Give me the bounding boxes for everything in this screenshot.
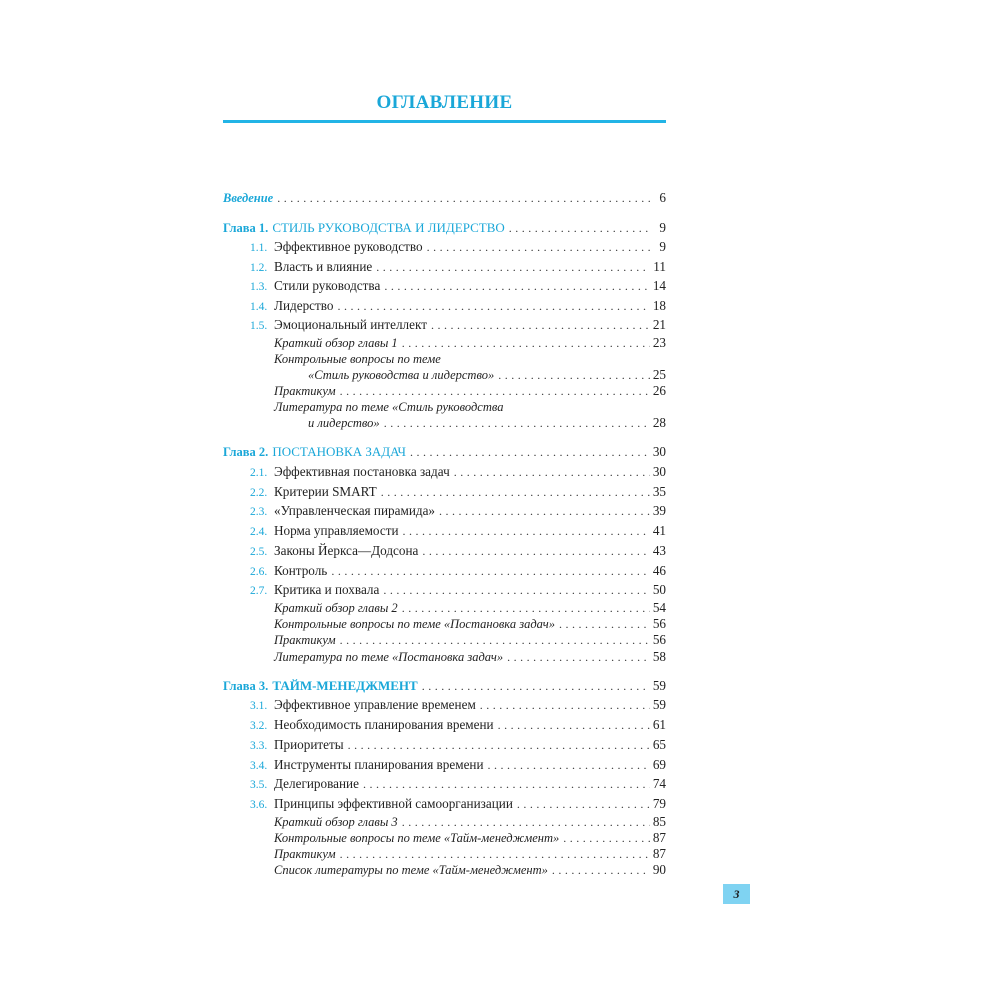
dot-leader <box>559 616 650 632</box>
dot-leader <box>340 846 650 862</box>
extra-title: Практикум <box>274 847 336 861</box>
toc-entry-page: 41 <box>652 523 666 538</box>
toc-section[interactable] <box>250 563 666 579</box>
toc-section[interactable] <box>250 239 666 255</box>
toc-entry-page: 9 <box>659 220 666 235</box>
toc-extra[interactable] <box>274 632 666 648</box>
dot-leader <box>384 415 650 431</box>
section-number: 1.3. <box>250 281 268 293</box>
section-number: 2.6. <box>250 566 268 578</box>
toc-entry-page: 59 <box>652 697 666 712</box>
toc-section[interactable] <box>250 503 666 519</box>
toc-section[interactable] <box>250 484 666 500</box>
toc-section[interactable] <box>250 697 666 713</box>
dot-leader <box>488 757 650 773</box>
toc-entry-page: 79 <box>652 796 666 811</box>
toc-chapter-3[interactable] <box>223 678 666 694</box>
toc-entry-intro[interactable] <box>223 190 666 206</box>
section-number: 3.5. <box>250 779 268 791</box>
toc-entry-page: 39 <box>652 503 666 518</box>
toc-entry-title: Введение <box>223 191 274 205</box>
dot-leader <box>348 737 650 753</box>
extra-title-line2: «Стиль руководства и лидерство» <box>308 368 495 382</box>
section-title: Эффективное руководство <box>274 239 423 254</box>
toc-entry-page: 43 <box>652 543 666 558</box>
dot-leader <box>454 464 650 480</box>
section-number: 3.4. <box>250 760 268 772</box>
extra-title: Практикум <box>274 384 336 398</box>
section-number: 3.3. <box>250 740 268 752</box>
section-number: 3.6. <box>250 799 268 811</box>
toc-extra[interactable] <box>274 383 666 399</box>
page-number-badge: 3 <box>723 884 750 904</box>
section-number: 2.2. <box>250 487 268 499</box>
dot-leader <box>381 484 650 500</box>
toc-section[interactable] <box>250 259 666 275</box>
toc-entry-page: 28 <box>652 415 666 430</box>
section-number: 3.1. <box>250 700 268 712</box>
toc-entry-page: 58 <box>652 649 666 664</box>
chapter-number: Глава 2. <box>223 445 269 459</box>
toc-section[interactable] <box>250 737 666 753</box>
dot-leader <box>376 259 650 275</box>
section-title: Критерии SMART <box>274 484 377 499</box>
extra-title: Контрольные вопросы по теме «Постановка задач» <box>274 617 555 631</box>
chapter-number: Глава 3. <box>223 679 269 693</box>
toc-chapter-2[interactable] <box>223 444 666 460</box>
section-title: Законы Йеркса—Додсона <box>274 543 419 558</box>
section-number: 2.5. <box>250 546 268 558</box>
page-title: ОГЛАВЛЕНИЕ <box>376 92 513 113</box>
toc-chapter-1[interactable] <box>223 220 666 236</box>
chapter-title: ПОСТАНОВКА ЗАДАЧ <box>272 444 406 459</box>
dot-leader <box>507 649 650 665</box>
toc-section[interactable] <box>250 582 666 598</box>
toc-entry-page: 85 <box>652 814 666 829</box>
toc-entry-page: 21 <box>652 317 666 332</box>
dot-leader <box>402 600 650 616</box>
dot-leader <box>422 543 650 559</box>
dot-leader <box>517 796 650 812</box>
dot-leader <box>439 503 650 519</box>
toc-section[interactable] <box>250 796 666 812</box>
section-title: Принципы эффективной самоорганизации <box>274 796 513 811</box>
section-title: Эффективное управление временем <box>274 697 476 712</box>
section-title: «Управленческая пирамида» <box>274 503 436 518</box>
dot-leader <box>331 563 650 579</box>
extra-title: Контрольные вопросы по теме «Тайм-менеджмент» <box>274 831 560 845</box>
section-number: 1.5. <box>250 320 268 332</box>
extra-title-line2: и лидерство» <box>308 416 380 430</box>
toc-section[interactable] <box>250 757 666 773</box>
dot-leader <box>363 776 650 792</box>
section-number: 1.4. <box>250 301 268 313</box>
section-title: Стили руководства <box>274 278 381 293</box>
section-number: 2.1. <box>250 467 268 479</box>
extra-title-line1[interactable]: Литература по теме «Стиль руководства <box>274 400 504 414</box>
toc-entry-page: 46 <box>652 563 666 578</box>
extra-title: Краткий обзор главы 1 <box>274 336 398 350</box>
section-title: Делегирование <box>274 776 359 791</box>
toc-section[interactable] <box>250 543 666 559</box>
section-number: 1.1. <box>250 242 268 254</box>
toc-entry-page: 14 <box>652 278 666 293</box>
toc-section[interactable] <box>250 317 666 333</box>
extra-title: Практикум <box>274 633 336 647</box>
toc-entry-page: 6 <box>659 190 666 205</box>
toc-entry-page: 30 <box>652 444 666 459</box>
section-title: Эффективная постановка задач <box>274 464 450 479</box>
toc-extra[interactable] <box>274 335 666 351</box>
dot-leader <box>277 190 650 206</box>
toc-section[interactable] <box>250 464 666 480</box>
extra-title: Список литературы по теме «Тайм-менеджмент» <box>274 863 548 877</box>
toc-entry-page: 25 <box>652 367 666 382</box>
section-title: Эмоциональный интеллект <box>274 317 427 332</box>
section-title: Контроль <box>274 563 328 578</box>
section-number: 2.7. <box>250 585 268 597</box>
toc-entry-page: 61 <box>652 717 666 732</box>
toc-entry-page: 18 <box>652 298 666 313</box>
section-title: Необходимость планирования времени <box>274 717 494 732</box>
toc-section[interactable] <box>250 278 666 294</box>
chapter-title: ТАЙМ-МЕНЕДЖМЕНТ <box>272 678 418 693</box>
section-number: 3.2. <box>250 720 268 732</box>
toc-extra[interactable] <box>274 830 666 846</box>
section-number: 2.3. <box>250 506 268 518</box>
toc-entry-page: 50 <box>652 582 666 597</box>
toc-entry-page: 23 <box>652 335 666 350</box>
toc-section[interactable] <box>250 776 666 792</box>
toc-extra[interactable] <box>274 600 666 616</box>
toc-extra[interactable] <box>274 862 666 878</box>
section-number: 2.4. <box>250 526 268 538</box>
toc-entry-page: 56 <box>652 616 666 631</box>
section-title: Лидерство <box>274 298 334 313</box>
toc-entry-page: 54 <box>652 600 666 615</box>
dot-leader <box>552 862 650 878</box>
section-title: Критика и похвала <box>274 582 380 597</box>
dot-leader <box>383 582 650 598</box>
dot-leader <box>431 317 650 333</box>
toc-entry-page: 35 <box>652 484 666 499</box>
toc-entry-page: 90 <box>652 862 666 877</box>
toc-section[interactable] <box>250 298 666 314</box>
dot-leader <box>480 697 650 713</box>
toc-extra[interactable] <box>308 415 666 431</box>
toc-extra[interactable] <box>274 616 666 632</box>
section-title: Власть и влияние <box>274 259 373 274</box>
toc-entry-page: 11 <box>653 259 666 274</box>
toc-extra[interactable] <box>274 814 666 830</box>
chapter-number: Глава 1. <box>223 221 269 235</box>
toc-entry-page: 69 <box>652 757 666 772</box>
section-number: 1.2. <box>250 262 268 274</box>
dot-leader <box>338 298 650 314</box>
dot-leader <box>422 678 650 694</box>
toc-extra[interactable] <box>274 649 666 665</box>
toc-section[interactable] <box>250 717 666 733</box>
toc-entry-page: 65 <box>652 737 666 752</box>
dot-leader <box>563 830 650 846</box>
dot-leader <box>509 220 650 236</box>
toc-entry-page: 56 <box>652 632 666 647</box>
section-title: Норма управляемости <box>274 523 399 538</box>
toc-entry-page: 30 <box>652 464 666 479</box>
dot-leader <box>340 383 650 399</box>
extra-title-line1[interactable]: Контрольные вопросы по теме <box>274 352 441 366</box>
dot-leader <box>340 632 650 648</box>
toc-extra[interactable] <box>274 846 666 862</box>
dot-leader <box>498 717 650 733</box>
extra-title: Краткий обзор главы 3 <box>274 815 398 829</box>
dot-leader <box>384 278 650 294</box>
extra-title: Краткий обзор главы 2 <box>274 601 398 615</box>
toc-extra[interactable] <box>308 367 666 383</box>
toc-entry-page: 9 <box>659 239 666 254</box>
toc-entry-page: 87 <box>652 830 666 845</box>
section-title: Приоритеты <box>274 737 344 752</box>
dot-leader <box>403 523 650 539</box>
toc-entry-page: 59 <box>652 678 666 693</box>
dot-leader <box>402 814 650 830</box>
toc-entry-page: 74 <box>652 776 666 791</box>
toc-entry-page: 26 <box>652 383 666 398</box>
extra-title: Литература по теме «Постановка задач» <box>274 650 504 664</box>
dot-leader <box>498 367 650 383</box>
chapter-title: СТИЛЬ РУКОВОДСТВА И ЛИДЕРСТВО <box>272 220 505 235</box>
toc-section[interactable] <box>250 523 666 539</box>
dot-leader <box>402 335 650 351</box>
dot-leader <box>427 239 650 255</box>
toc-entry-page: 87 <box>652 846 666 861</box>
section-title: Инструменты планирования времени <box>274 757 484 772</box>
dot-leader <box>410 444 650 460</box>
